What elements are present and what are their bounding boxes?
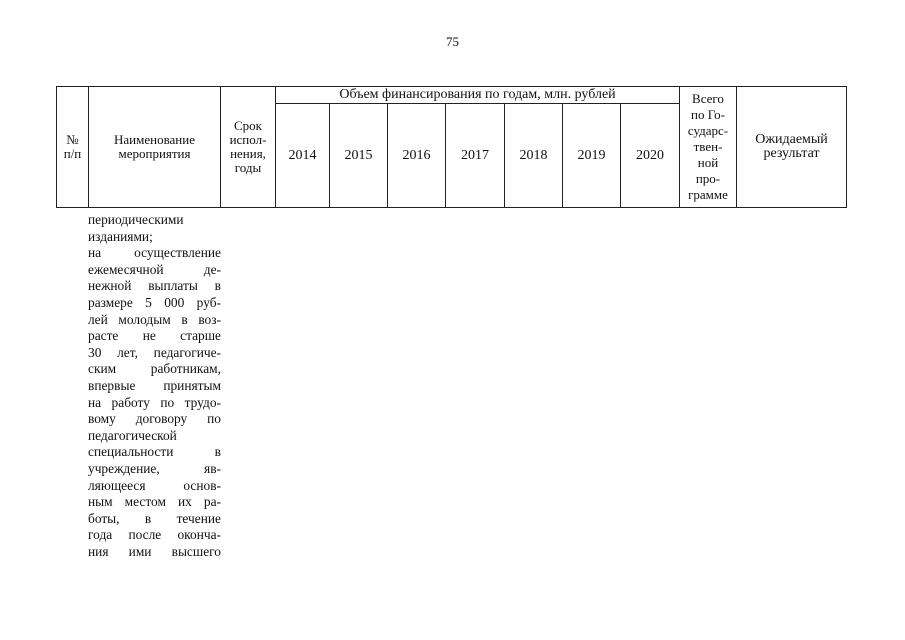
text-line: специальности в [88, 444, 221, 460]
text-line: ния ими высшего [88, 543, 221, 559]
col-total-line: ной [697, 155, 719, 170]
text-line: ляющееся основ- [88, 477, 221, 493]
year-2018: 2018 [505, 104, 563, 208]
year-2016: 2016 [388, 104, 446, 208]
text-line: года после оконча- [88, 527, 221, 543]
col-total-line: сударс- [687, 123, 729, 138]
text-line: ным местом их ра- [88, 494, 221, 510]
col-term-line: нения, [230, 146, 266, 161]
col-result-header [737, 87, 847, 208]
year-2014: 2014 [276, 104, 330, 208]
col-total-line: твен- [693, 139, 723, 154]
col-number-header [57, 87, 89, 208]
col-total-line: Всего [692, 91, 724, 106]
text-line: размере 5 000 руб- [88, 294, 221, 310]
col-term-line: Срок [234, 118, 262, 133]
col-term-header [221, 87, 276, 208]
text-line: на работу по трудо- [88, 394, 221, 410]
col-result-line: Ожидаемый [755, 132, 828, 147]
year-2020: 2020 [621, 104, 680, 208]
text-line: на осуществление [88, 245, 221, 261]
col-total-line: по Го- [691, 107, 725, 122]
year-2019: 2019 [563, 104, 621, 208]
col-total-header [680, 87, 737, 208]
text-line: изданиями; [88, 228, 153, 244]
text-line: периодическими [88, 212, 184, 227]
year-2017: 2017 [446, 104, 505, 208]
col-result-line: результат [763, 146, 820, 161]
text-line: ежемесячной де- [88, 261, 221, 277]
col-number-line: № [66, 132, 79, 147]
text-line: расте не старше [88, 328, 221, 344]
col-name-line: Наименование [114, 132, 195, 147]
text-line: ским работникам, [88, 361, 221, 377]
text-line: впервые принятым [88, 377, 221, 393]
text-line: вому договору по [88, 411, 221, 427]
col-term-line: годы [234, 160, 262, 175]
text-line: лей молодым в воз- [88, 311, 221, 327]
text-line: нежной выплаты в [88, 278, 221, 294]
year-2015: 2015 [330, 104, 388, 208]
text-line: боты, в течение [88, 510, 221, 526]
page-number: 75 [446, 34, 459, 49]
col-number-line: п/п [63, 146, 82, 161]
col-total-line: про- [695, 171, 721, 186]
col-name-header [89, 87, 221, 208]
col-name-line: мероприятия [118, 146, 191, 161]
funding-table-header [56, 86, 847, 208]
col-total-line: грамме [688, 187, 728, 202]
text-line: 30 лет, педагогиче- [88, 344, 221, 360]
col-term-line: испол- [229, 132, 267, 147]
funding-title: Объем финансирования по годам, млн. рублей [276, 87, 680, 104]
text-line: педагогической [88, 427, 177, 443]
measure-description [88, 212, 221, 560]
text-line: учреждение, яв- [88, 460, 221, 476]
